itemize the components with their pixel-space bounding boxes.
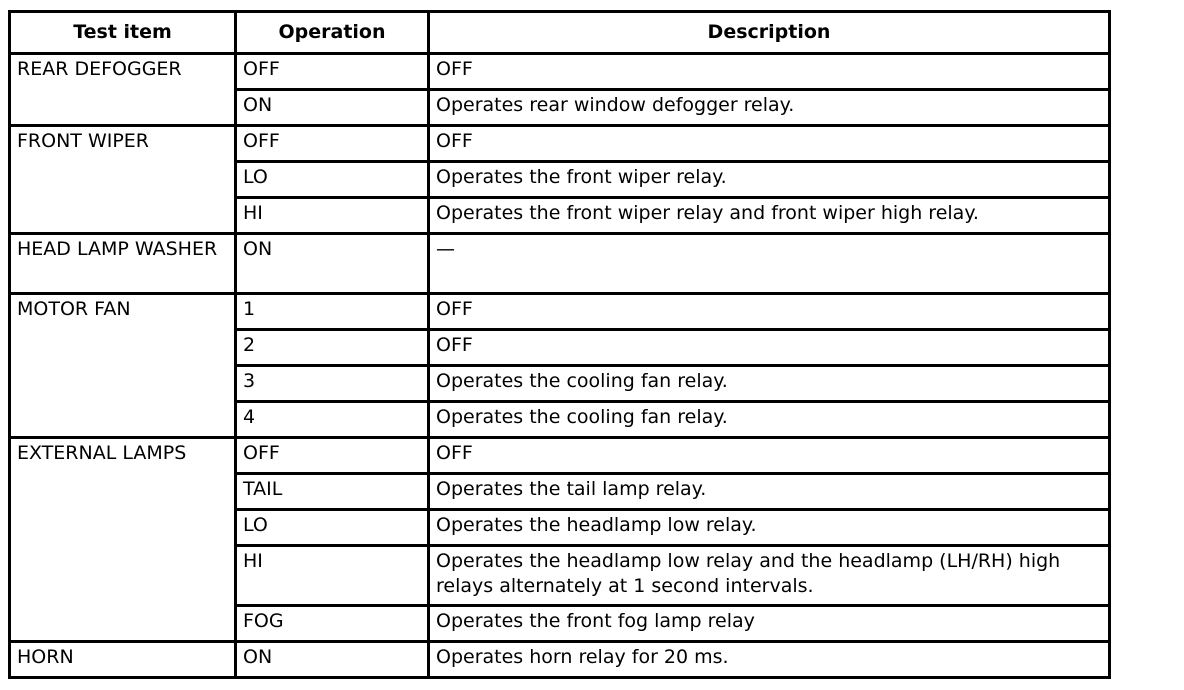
description-cell: OFF (430, 331, 1108, 364)
operation-cell: ON (237, 643, 427, 676)
operation-cell: ON (237, 235, 427, 292)
test-item-cell: MOTOR FAN (11, 295, 234, 436)
table-row (11, 127, 1108, 160)
active-test-table (8, 10, 1111, 679)
description-cell: Operates the headlamp low relay and the headlamp (LH/RH) high relays alternately at 1 second intervals. (430, 547, 1108, 604)
header-operation: Operation (237, 13, 427, 52)
description-cell: Operates the cooling fan relay. (430, 403, 1108, 436)
operation-cell: OFF (237, 439, 427, 472)
operation-cell: OFF (237, 127, 427, 160)
description-cell: OFF (430, 295, 1108, 328)
operation-cell: 2 (237, 331, 427, 364)
description-cell: Operates the front fog lamp relay (430, 607, 1108, 640)
operation-cell: TAIL (237, 475, 427, 508)
test-item-cell: HEAD LAMP WASHER (11, 235, 234, 292)
test-item-cell: EXTERNAL LAMPS (11, 439, 234, 640)
description-cell: OFF (430, 127, 1108, 160)
operation-cell: LO (237, 163, 427, 196)
operation-cell: 3 (237, 367, 427, 400)
test-item-cell: FRONT WIPER (11, 127, 234, 232)
description-cell: OFF (430, 55, 1108, 88)
operation-cell: LO (237, 511, 427, 544)
operation-cell: OFF (237, 55, 427, 88)
description-cell: Operates the cooling fan relay. (430, 367, 1108, 400)
description-cell: — (430, 235, 1108, 292)
test-item-cell: REAR DEFOGGER (11, 55, 234, 124)
table-row (11, 235, 1108, 292)
table-row (11, 55, 1108, 88)
description-cell: Operates the headlamp low relay. (430, 511, 1108, 544)
header-description: Description (430, 13, 1108, 52)
test-item-table-container (8, 10, 1111, 679)
operation-cell: 4 (237, 403, 427, 436)
description-cell: Operates horn relay for 20 ms. (430, 643, 1108, 676)
operation-cell: HI (237, 199, 427, 232)
table-body (11, 55, 1108, 676)
table-header-row (11, 13, 1108, 52)
table-row (11, 295, 1108, 328)
table-row (11, 439, 1108, 472)
description-cell: Operates the front wiper relay and front wiper high relay. (430, 199, 1108, 232)
operation-cell: HI (237, 547, 427, 604)
operation-cell: ON (237, 91, 427, 124)
operation-cell: FOG (237, 607, 427, 640)
description-cell: Operates rear window defogger relay. (430, 91, 1108, 124)
description-cell: Operates the front wiper relay. (430, 163, 1108, 196)
description-cell: Operates the tail lamp relay. (430, 475, 1108, 508)
operation-cell: 1 (237, 295, 427, 328)
test-item-cell: HORN (11, 643, 234, 676)
header-test-item: Test item (11, 13, 234, 52)
description-cell: OFF (430, 439, 1108, 472)
table-row (11, 643, 1108, 676)
